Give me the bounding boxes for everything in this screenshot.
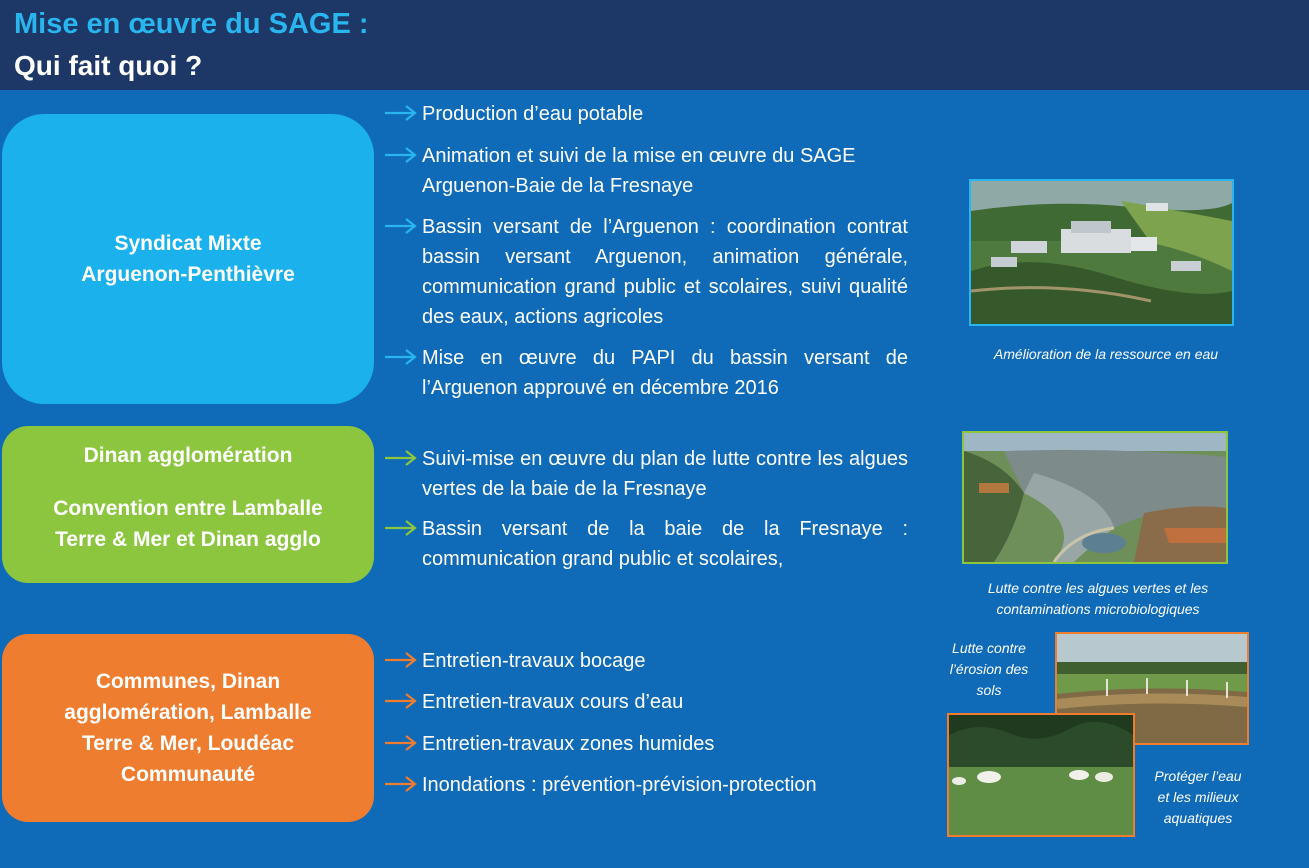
org-line: Convention entre Lamballe: [53, 497, 323, 520]
photo-caption: Amélioration de la ressource en eau: [993, 346, 1219, 362]
org-box-communes: [2, 634, 374, 822]
org-line: Communes, Dinan: [95, 670, 281, 693]
caption-line: l’érosion des: [949, 661, 1029, 677]
header-banner: [0, 0, 1309, 90]
caption-line: contaminations microbiologiques: [996, 601, 1200, 617]
org-line: Communauté: [120, 763, 256, 786]
arrow-right-icon: [384, 518, 418, 538]
caption-line: et les milieux: [1157, 789, 1239, 805]
action-text: Inondations : prévention-prévision-protection: [422, 774, 817, 796]
action-text: Entretien-travaux cours d’eau: [422, 691, 684, 713]
arrow-right-icon: [384, 691, 418, 711]
arrow-right-icon: [384, 774, 418, 794]
org-line: Dinan agglomération: [83, 444, 293, 467]
photo-caption: [1138, 766, 1258, 829]
page-subtitle: Qui fait quoi ?: [14, 50, 203, 81]
action-text: Suivi-mise en œuvre du plan de lutte contre les algues vertes de la baie de la Fresnaye: [422, 448, 908, 500]
action-text: Entretien-travaux zones humides: [422, 733, 715, 755]
arrow-right-icon: [384, 733, 418, 753]
bay-photo: [962, 431, 1228, 564]
arrow-right-icon: [384, 650, 418, 670]
arrow-right-icon: [384, 103, 418, 123]
action-text: Entretien-travaux bocage: [422, 650, 646, 672]
org-line: Syndicat Mixte: [114, 232, 262, 255]
action-text: Animation et suivi de la mise en œuvre du SAGE Arguenon-Baie de la Fresnaye: [422, 145, 856, 197]
action-text: Bassin versant de l’Arguenon : coordination contrat bassin versant Arguenon, animation générale, communication grand public et scolaires, suivi qualité des eaux, actions agricoles: [422, 216, 908, 328]
photo-caption: [937, 638, 1041, 701]
action-text: Mise en œuvre du PAPI du bassin versant de l’Arguenon approuvé en décembre 2016: [422, 347, 908, 399]
arrow-right-icon: [384, 145, 418, 165]
action-text: Production d’eau potable: [422, 103, 644, 125]
meadow-photo: [947, 713, 1135, 837]
page-title: Mise en œuvre du SAGE :: [14, 8, 369, 40]
photo-caption: [958, 578, 1238, 620]
caption-line: sols: [976, 682, 1002, 698]
org-line: Arguenon-Penthièvre: [81, 263, 295, 286]
caption-line: Protéger l’eau: [1154, 768, 1242, 784]
org-line: Terre & Mer et Dinan agglo: [55, 528, 321, 551]
arrow-right-icon: [384, 216, 418, 236]
action-text: Bassin versant de la baie de la Fresnaye : communication grand public et scolaires,: [422, 518, 908, 570]
caption-line: aquatiques: [1163, 810, 1233, 826]
org-line: agglomération, Lamballe: [64, 701, 312, 724]
org-box-dinan-agglomeration: [2, 426, 374, 583]
caption-line: Lutte contre les algues vertes et les: [987, 580, 1209, 596]
caption-line: Lutte contre: [952, 640, 1026, 656]
arrow-right-icon: [384, 347, 418, 367]
water-plant-photo: [969, 179, 1234, 326]
org-line: Terre & Mer, Loudéac: [81, 732, 294, 755]
org-box-syndicat-mixte: [2, 114, 374, 404]
arrow-right-icon: [384, 448, 418, 468]
